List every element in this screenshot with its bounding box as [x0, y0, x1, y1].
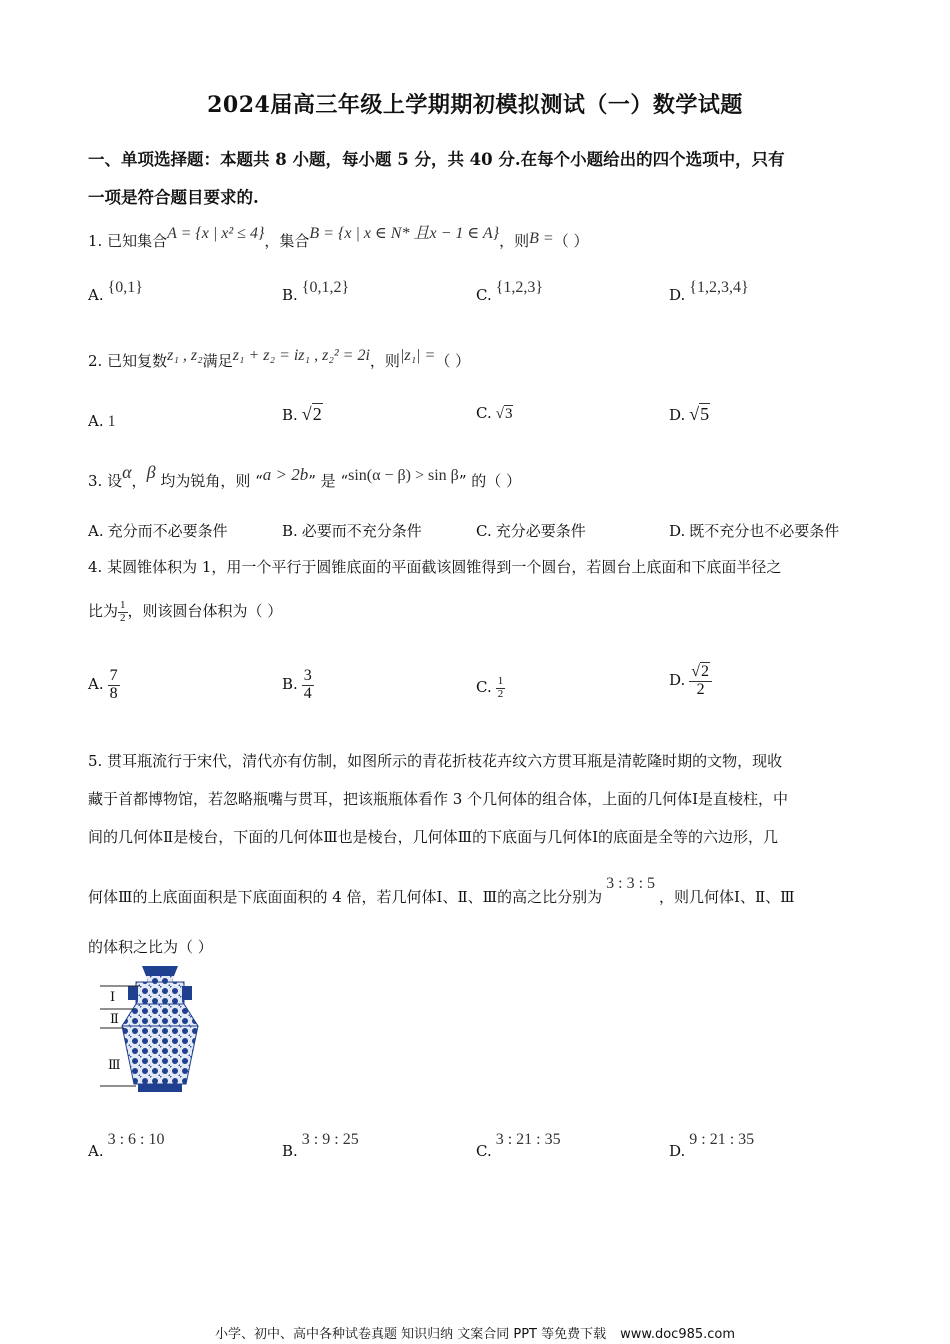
q3-option-c: C. 充分必要条件: [476, 522, 586, 540]
q1-option-a: A. {0,1}: [88, 279, 143, 304]
section1-heading-line2: 一项是符合题目要求的.: [88, 188, 259, 207]
footer-text: 小学、初中、高中各种试卷真题 知识归纳 文案合同 PPT 等免费下载: [214, 1327, 607, 1342]
page-footer: [0, 1323, 950, 1342]
q4-option-b: B. $\frac{3}{4}$: [282, 667, 312, 702]
q5-option-d: D.9 : 21 : 35: [669, 1131, 755, 1160]
q1-option-d: D. {1,2,3,4}: [669, 279, 749, 304]
question-5-line2: 藏于首都博物馆，若忽略瓶嘴与贯耳，把该瓶瓶体看作 3 个几何体的组合体，上面的几何体Ⅰ是直棱柱，中: [88, 790, 789, 808]
q4-option-d: D. $\frac{√2}{2}$: [669, 664, 712, 699]
vase-figure: [100, 966, 220, 1096]
q2-option-d: D. √5: [669, 404, 710, 424]
question-5-line5: 的体积之比为（ ）: [88, 938, 213, 956]
vase-image: [100, 966, 220, 1096]
q4-option-c: C. $\frac{1}{2}$: [476, 675, 504, 700]
q2-option-c: C. √3: [476, 404, 513, 422]
question-5-line3: 间的几何体Ⅱ是棱台，下面的几何体Ⅲ也是棱台，几何体Ⅲ的下底面与几何体Ⅰ的底面是全等的六边形，几: [88, 828, 779, 846]
q5-option-c: C.3 : 21 : 35: [476, 1131, 561, 1160]
q5-option-b: B.3 : 9 : 25: [282, 1131, 359, 1160]
height-ratio: 3 : 3 : 5: [606, 875, 656, 892]
q3-option-d: D. 既不充分也不必要条件: [669, 522, 840, 540]
footer-link[interactable]: www.doc985.com: [620, 1327, 736, 1342]
section1-heading-line1: 一、单项选择题：本题共 8 小题，每小题 5 分，共 40 分.在每个小题给出的四个选项中，只有: [88, 150, 785, 169]
q1-option-c: C. {1,2,3}: [476, 279, 544, 304]
question-4-line1: 4. 某圆锥体积为 1，用一个平行于圆锥底面的平面截该圆锥得到一个圆台，若圆台上底面和下底面半径之: [88, 558, 782, 576]
question-3-stem: 3. 设α，β 均为锐角，则 “a > 2b” 是 “sin(α − β) > sin β” 的（ ）: [88, 462, 522, 490]
q2-option-a: A. 1: [88, 412, 116, 430]
q4-option-a: A. $\frac{7}{8}$: [88, 667, 118, 702]
q5-option-a: A.3 : 6 : 10: [88, 1131, 165, 1160]
question-1-stem: 1. 已知集合A = {x | x² ≤ 4}，集合B = {x | x ∈ N* 且x − 1 ∈ A}，则B =（ ）: [88, 225, 589, 250]
q3-option-b: B. 必要而不充分条件: [282, 522, 422, 540]
figure-label-2: Ⅱ: [110, 1012, 119, 1027]
ratio-fraction: $\frac{1}{2}$: [120, 599, 126, 624]
figure-label-1: Ⅰ: [110, 990, 116, 1005]
question-5-line1: 5. 贯耳瓶流行于宋代，清代亦有仿制，如图所示的青花折枝花卉纹六方贯耳瓶是清乾隆时期的文物，现收: [88, 752, 783, 770]
figure-label-3: Ⅲ: [108, 1058, 121, 1073]
question-2-stem: 2. 已知复数z₁ , z₂满足z₁ + z₂ = iz₁ , z₂² = 2i，则|z₁| =（ ）: [88, 347, 471, 370]
page-title: 2024届高三年级上学期期初模拟测试（一）数学试题: [207, 92, 743, 118]
question-4-line2: 比为 $\frac{1}{2}$ ，则该圆台体积为（ ）: [88, 599, 283, 624]
q2-option-b: B. √2: [282, 404, 322, 424]
question-5-line4: 何体Ⅲ的上底面面积是下底面面积的 4 倍，若几何体Ⅰ、Ⅱ、Ⅲ的高之比分别为3 : 3 : 5，则几何体Ⅰ、Ⅱ、Ⅲ: [88, 875, 795, 906]
set-a-formula: A = {x | x² ≤ 4}: [167, 225, 265, 242]
q1-option-b: B. {0,1,2}: [282, 279, 350, 304]
q3-option-a: A. 充分而不必要条件: [88, 522, 228, 540]
set-b-formula: B = {x | x ∈ N* 且x − 1 ∈ A}: [309, 225, 500, 242]
